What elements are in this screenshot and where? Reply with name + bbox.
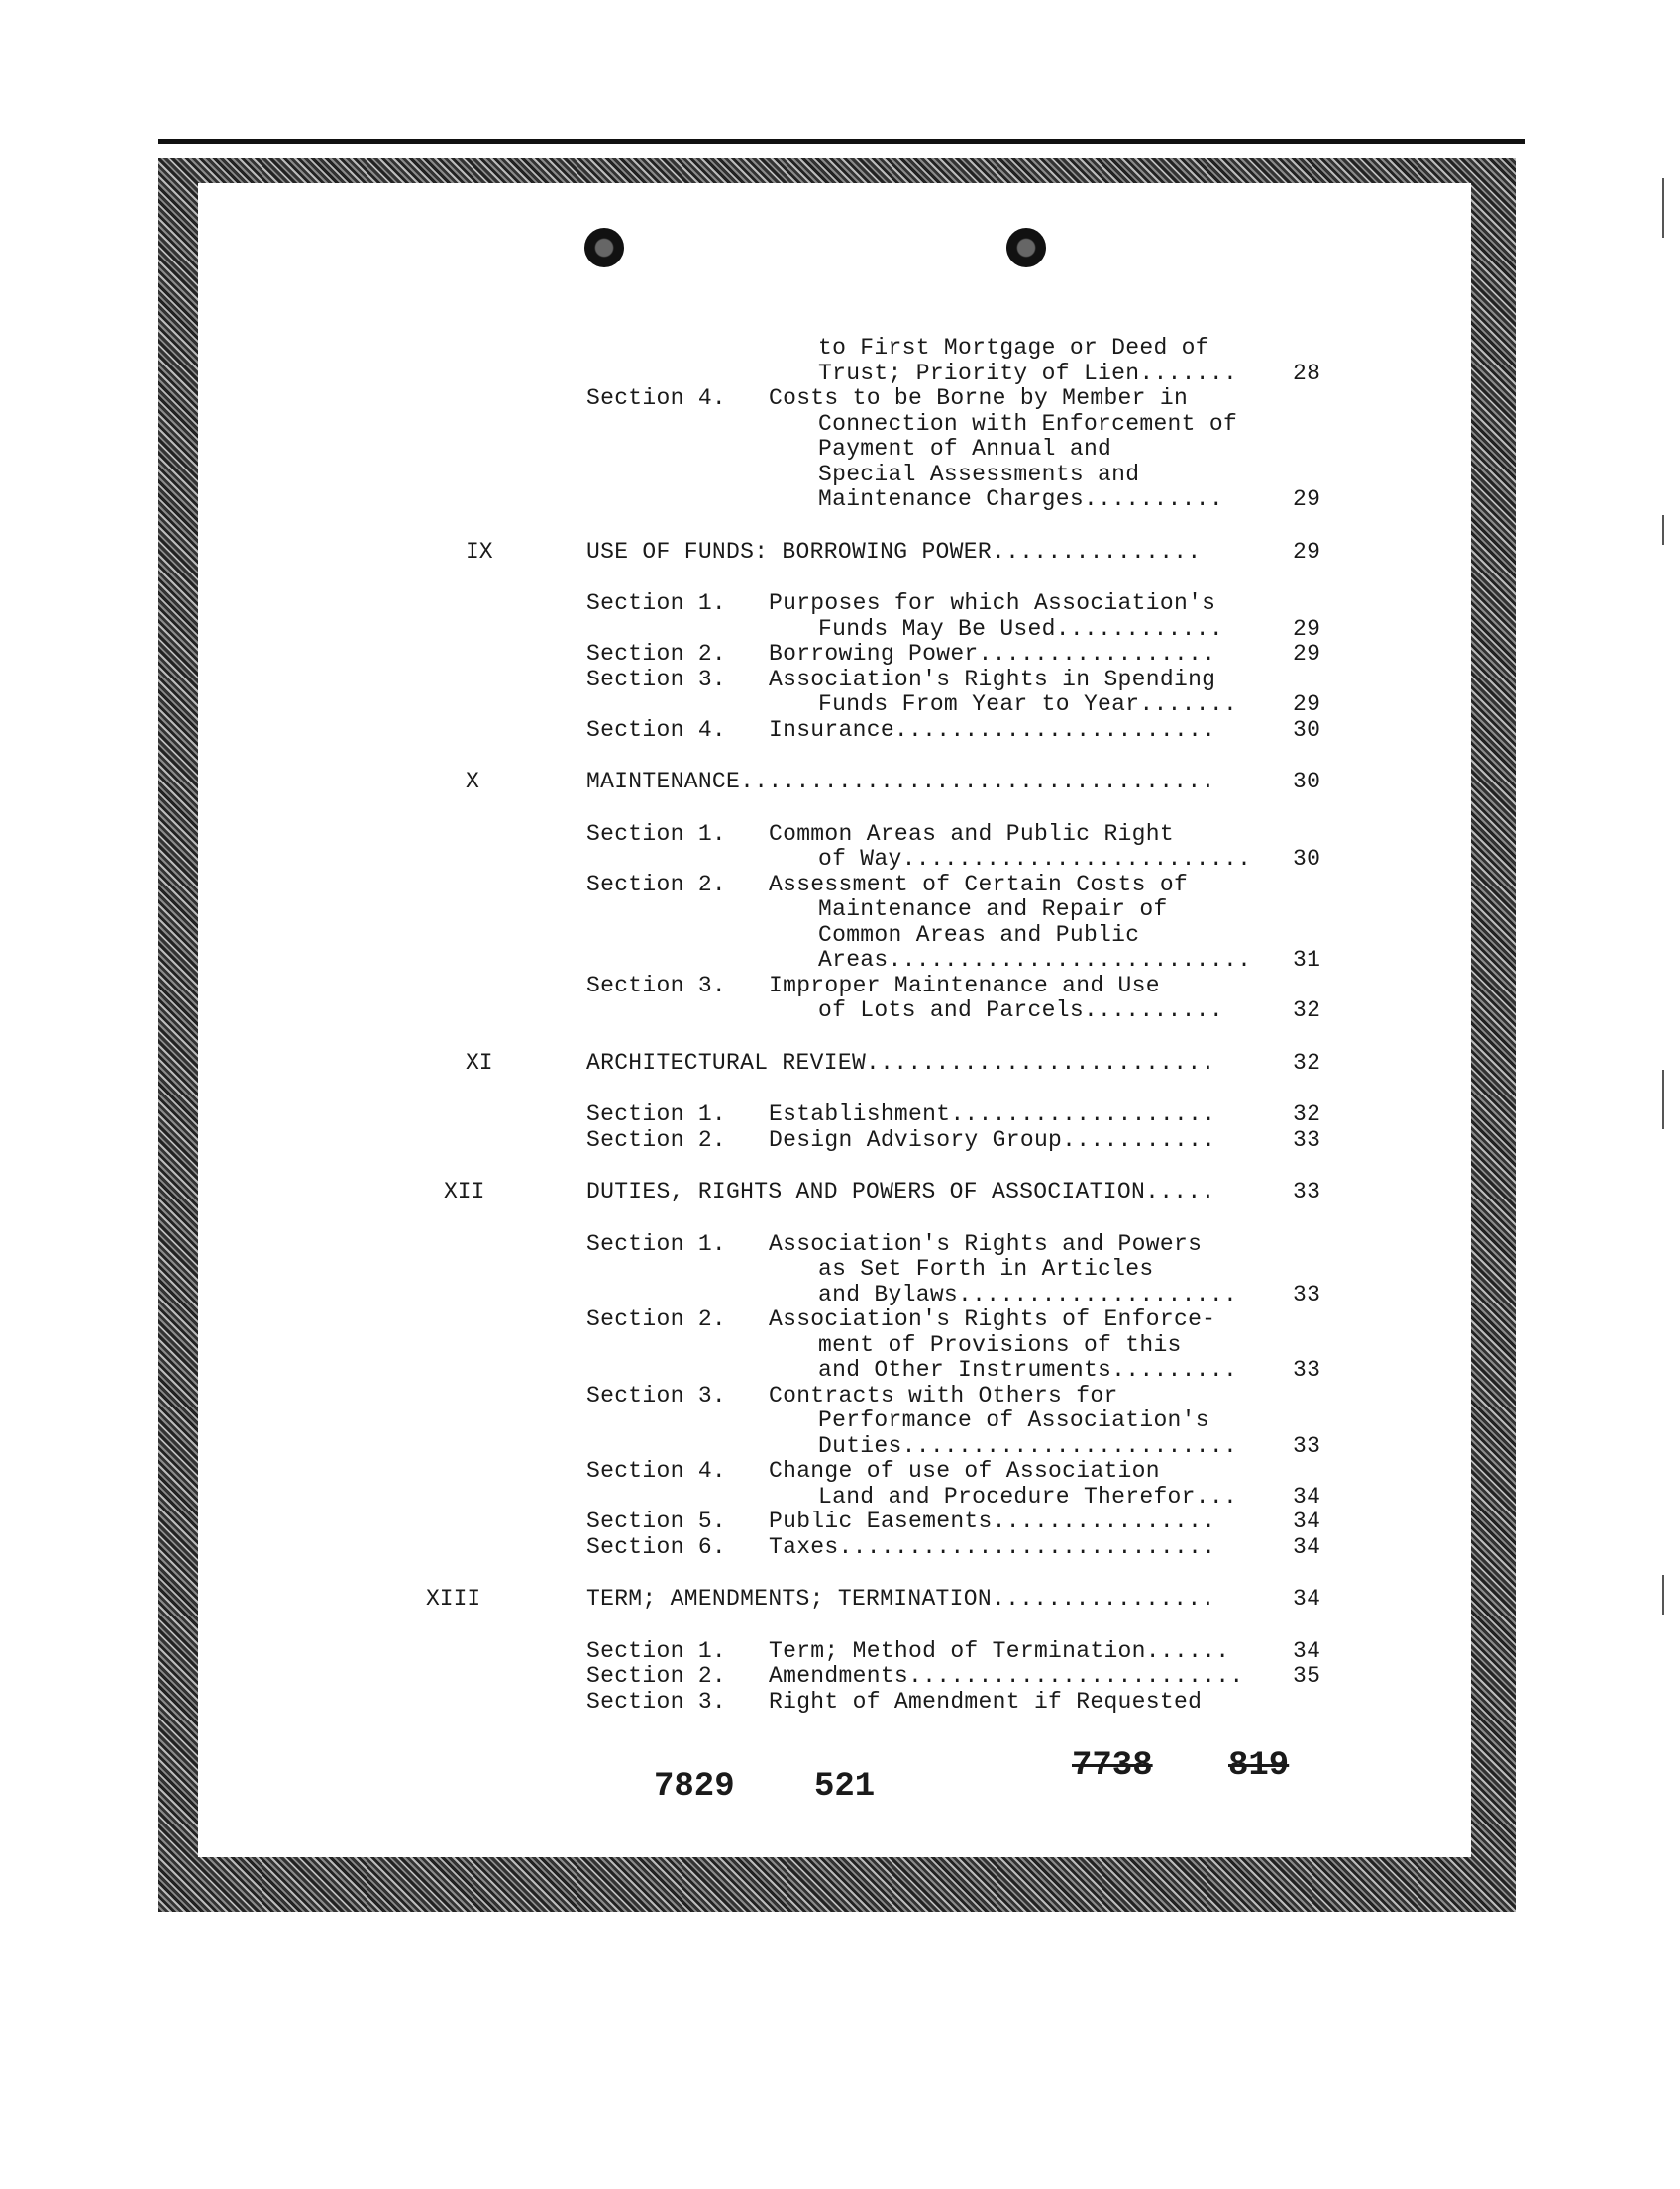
toc-page-number: 34 — [1293, 1483, 1321, 1510]
section-label: Section 1. — [586, 1230, 727, 1257]
toc-entry-text: Trust; Priority of Lien....... — [818, 360, 1238, 386]
article-numeral: XIII — [426, 1586, 481, 1612]
toc-page-number: 30 — [1293, 769, 1321, 794]
toc-page-number: 29 — [1293, 486, 1321, 512]
toc-entry-text: Right of Amendment if Requested — [769, 1688, 1203, 1715]
toc-page-number: 30 — [1293, 846, 1321, 872]
toc-entry-text: Special Assessments and — [818, 461, 1140, 487]
section-label: Section 2. — [586, 1663, 727, 1689]
toc-page-number: 30 — [1293, 716, 1321, 743]
toc-entry-text: Purposes for which Association's — [769, 590, 1216, 616]
toc-page-number: 31 — [1293, 947, 1321, 973]
section-label: Section 3. — [586, 972, 727, 998]
toc-page-number: 32 — [1293, 997, 1321, 1023]
toc-entry-text: Land and Procedure Therefor... — [818, 1483, 1238, 1510]
toc-entry-text: Association's Rights and Powers — [769, 1230, 1203, 1257]
toc-page-number: 29 — [1293, 691, 1321, 717]
toc-entry-text: Common Areas and Public — [818, 921, 1140, 948]
section-label: Section 1. — [586, 820, 727, 847]
toc-entry-text: Change of use of Association — [769, 1458, 1160, 1484]
toc-entry-text: as Set Forth in Articles — [818, 1256, 1154, 1282]
toc-entry-text: of Way......................... — [818, 846, 1252, 872]
page-number: 521 — [814, 1768, 876, 1806]
toc-entry-text: and Other Instruments......... — [818, 1357, 1238, 1383]
toc-page-number: 32 — [1293, 1101, 1321, 1127]
article-title: TERM; AMENDMENTS; TERMINATION................ — [586, 1586, 1215, 1612]
section-label: Section 4. — [586, 716, 727, 743]
punch-hole-left-icon — [584, 228, 624, 267]
toc-page-number: 34 — [1293, 1533, 1321, 1560]
toc-entry-text: Association's Rights of Enforce- — [769, 1306, 1216, 1332]
toc-entry-text: Amendments........................ — [769, 1663, 1244, 1689]
book-number: 7829 — [654, 1768, 735, 1806]
punch-hole-right-icon — [1006, 228, 1046, 267]
article-title: ARCHITECTURAL REVIEW......................... — [586, 1049, 1215, 1076]
toc-entry-text: Funds May Be Used............ — [818, 615, 1223, 642]
toc-entry-text: Borrowing Power................. — [769, 641, 1216, 667]
toc-page-number: 33 — [1293, 1179, 1321, 1204]
article-title: USE OF FUNDS: BORROWING POWER............... — [586, 538, 1202, 565]
toc-page-number: 33 — [1293, 1281, 1321, 1307]
top-rule — [158, 139, 1525, 144]
section-label: Section 1. — [586, 590, 727, 616]
section-label: Section 3. — [586, 1382, 727, 1408]
toc-page-number: 32 — [1293, 1049, 1321, 1076]
article-numeral: XII — [444, 1179, 485, 1204]
toc-entry-text: Costs to be Borne by Member in — [769, 385, 1189, 411]
toc-entry-text: and Bylaws.................... — [818, 1281, 1238, 1307]
edge-mark — [1662, 515, 1664, 545]
toc-entry-text: Insurance....................... — [769, 716, 1216, 743]
toc-page-number: 34 — [1293, 1509, 1321, 1534]
edge-mark — [1662, 1575, 1664, 1615]
article-numeral: IX — [466, 538, 493, 565]
toc-entry-text: Design Advisory Group........... — [769, 1126, 1216, 1153]
edge-mark — [1662, 178, 1664, 238]
struck-book-number: 7738 — [1072, 1747, 1153, 1785]
toc-entry-text: Term; Method of Termination...... — [769, 1637, 1230, 1664]
toc-page-number: 33 — [1293, 1432, 1321, 1459]
toc-page-number: 29 — [1293, 615, 1321, 642]
toc-page-number: 28 — [1293, 360, 1321, 386]
toc-entry-text: Establishment................... — [769, 1101, 1216, 1127]
toc-entry-text: Maintenance and Repair of — [818, 896, 1168, 922]
toc-entry-text: Public Easements................ — [769, 1509, 1216, 1534]
toc-entry-text: Taxes........................... — [769, 1533, 1216, 1560]
toc-entry-text: Assessment of Certain Costs of — [769, 871, 1189, 897]
article-title: MAINTENANCE.................................. — [586, 769, 1215, 794]
toc-page-number: 33 — [1293, 1126, 1321, 1153]
toc-page-number: 34 — [1293, 1637, 1321, 1664]
toc-entry-text: to First Mortgage or Deed of — [818, 335, 1209, 361]
toc-entry-text: Duties........................ — [818, 1432, 1238, 1459]
section-label: Section 4. — [586, 1458, 727, 1484]
toc-entry-text: Funds From Year to Year....... — [818, 691, 1238, 717]
toc-entry-text: Connection with Enforcement of — [818, 410, 1238, 437]
toc-page-number: 34 — [1293, 1586, 1321, 1612]
article-numeral: XI — [466, 1049, 493, 1076]
toc-entry-text: Performance of Association's — [818, 1407, 1209, 1433]
toc-page-number: 33 — [1293, 1357, 1321, 1383]
toc-entry-text: Improper Maintenance and Use — [769, 972, 1160, 998]
toc-entry-text: Payment of Annual and — [818, 436, 1112, 462]
section-label: Section 1. — [586, 1637, 727, 1664]
article-numeral: X — [466, 769, 479, 794]
section-label: Section 2. — [586, 641, 727, 667]
toc-entry-text: Maintenance Charges.......... — [818, 486, 1223, 512]
section-label: Section 2. — [586, 871, 727, 897]
section-label: Section 2. — [586, 1306, 727, 1332]
edge-mark — [1662, 1070, 1664, 1129]
toc-entry-text: Association's Rights in Spending — [769, 666, 1216, 692]
toc-entry-text: Contracts with Others for — [769, 1382, 1118, 1408]
section-label: Section 3. — [586, 666, 727, 692]
section-label: Section 2. — [586, 1126, 727, 1153]
toc-entry-text: of Lots and Parcels.......... — [818, 997, 1223, 1023]
section-label: Section 4. — [586, 385, 727, 411]
section-label: Section 1. — [586, 1101, 727, 1127]
section-label: Section 5. — [586, 1509, 727, 1534]
section-label: Section 3. — [586, 1688, 727, 1715]
article-title: DUTIES, RIGHTS AND POWERS OF ASSOCIATION..... — [586, 1179, 1215, 1204]
toc-page-number: 35 — [1293, 1663, 1321, 1689]
toc-page-number: 29 — [1293, 641, 1321, 667]
toc-entry-text: ment of Provisions of this — [818, 1331, 1182, 1358]
toc-page-number: 29 — [1293, 538, 1321, 565]
section-label: Section 6. — [586, 1533, 727, 1560]
toc-entry-text: Areas.......................... — [818, 947, 1252, 973]
toc-entry-text: Common Areas and Public Right — [769, 820, 1174, 847]
struck-page-number: 819 — [1228, 1747, 1290, 1785]
